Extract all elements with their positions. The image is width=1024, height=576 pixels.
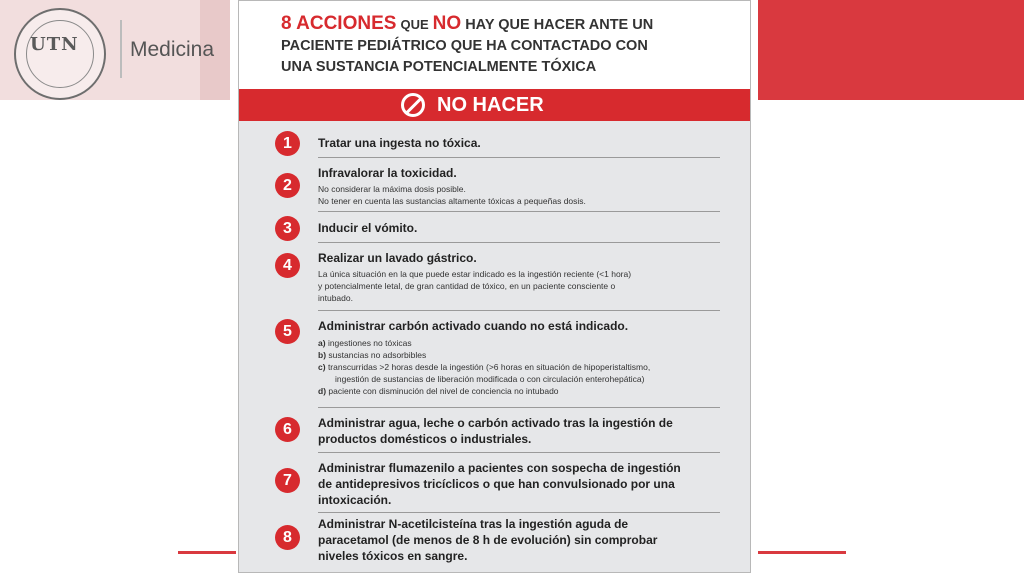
item-separator bbox=[318, 512, 720, 513]
no-hacer-banner bbox=[239, 89, 750, 121]
item-number-8: 8 bbox=[275, 525, 300, 550]
item-4-detail-3: intubado. bbox=[318, 293, 353, 303]
item-title-2: Infravalorar la toxicidad. bbox=[318, 166, 457, 180]
point-b-text: sustancias no adsorbibles bbox=[328, 350, 427, 360]
item-separator bbox=[318, 211, 720, 212]
item-title-8-line-1: Administrar N-acetilcisteína tras la ingestión aguda de bbox=[318, 517, 629, 531]
point-a-text: ingestiones no tóxicas bbox=[327, 338, 412, 348]
point-b-label: b) bbox=[318, 350, 327, 360]
item-title-4: Realizar un lavado gástrico. bbox=[318, 251, 477, 265]
item-title-5: Administrar carbón activado cuando no está indicado. bbox=[318, 319, 629, 333]
item-title-1: Tratar una ingesta no tóxica. bbox=[318, 136, 481, 150]
infographic-title bbox=[281, 13, 721, 78]
item-5-point-a bbox=[318, 337, 738, 349]
title-line-2: PACIENTE PEDIÁTRICO QUE HA CONTACTADO CON bbox=[281, 38, 648, 54]
logo-divider bbox=[120, 20, 122, 78]
title-line-3: UNA SUSTANCIA POTENCIALMENTE TÓXICA bbox=[281, 59, 597, 75]
footer-line-left bbox=[178, 551, 236, 554]
item-separator bbox=[318, 452, 720, 453]
item-number-1: 1 bbox=[275, 131, 300, 156]
item-2-detail-1: No considerar la máxima dosis posible. bbox=[318, 184, 466, 194]
title-rest: HAY QUE HACER ANTE UN bbox=[465, 17, 654, 33]
item-number-6: 6 bbox=[275, 417, 300, 442]
footer-line-right bbox=[758, 551, 846, 554]
item-2-detail-2: No tener en cuenta las sustancias altamente tóxicas a pequeñas dosis. bbox=[318, 196, 586, 206]
item-separator bbox=[318, 157, 720, 158]
seal-utn-text: UTN bbox=[30, 34, 79, 55]
item-title-8-line-2: paracetamol (de menos de 8 h de evolución) sin comprobar bbox=[318, 533, 658, 547]
point-a-label: a) bbox=[318, 338, 326, 348]
item-title-3: Inducir el vómito. bbox=[318, 221, 418, 235]
item-5-point-b bbox=[318, 349, 738, 361]
item-number-4: 4 bbox=[275, 253, 300, 278]
item-number-5: 5 bbox=[275, 319, 300, 344]
point-c-text-1: transcurridas >2 horas desde la ingestión (>6 horas en situación de hipoperistaltismo, bbox=[327, 362, 651, 372]
item-title-7-line-1: Administrar flumazenilo a pacientes con sospecha de ingestión bbox=[318, 461, 681, 475]
point-d-text: paciente con disminución del nivel de conciencia no intubado bbox=[328, 386, 559, 396]
university-seal-logo bbox=[14, 8, 106, 100]
title-line-1 bbox=[281, 13, 721, 36]
item-5-point-d bbox=[318, 385, 738, 397]
item-title-7-line-2: de antidepresivos tricíclicos o que han convulsionado por una bbox=[318, 477, 675, 491]
header-right-bar bbox=[758, 0, 1024, 100]
item-number-3: 3 bbox=[275, 216, 300, 241]
item-5-point-c-cont: ingestión de sustancias de liberación modificada o con circulación enterohepática) bbox=[335, 374, 645, 384]
department-label: Medicina bbox=[130, 38, 215, 61]
title-no: NO bbox=[432, 13, 462, 34]
item-separator bbox=[318, 407, 720, 408]
item-title-8-line-3: niveles tóxicos en sangre. bbox=[318, 549, 468, 563]
item-title-6-line-1: Administrar agua, leche o carbón activado tras la ingestión de bbox=[318, 416, 673, 430]
title-count: 8 ACCIONES bbox=[281, 13, 397, 34]
title-que: QUE bbox=[400, 17, 429, 32]
item-number-2: 2 bbox=[275, 173, 300, 198]
item-number-7: 7 bbox=[275, 468, 300, 493]
item-separator bbox=[318, 242, 720, 243]
prohibited-icon bbox=[401, 93, 425, 117]
item-5-point-c bbox=[318, 361, 738, 373]
item-4-detail-2: y potencialmente letal, de gran cantidad de tóxico, en un paciente consciente o bbox=[318, 281, 616, 291]
infographic-card bbox=[238, 0, 751, 573]
point-d-label: d) bbox=[318, 386, 327, 396]
item-title-6-line-2: productos domésticos o industriales. bbox=[318, 432, 532, 446]
item-title-7-line-3: intoxicación. bbox=[318, 493, 392, 507]
item-4-detail-1: La única situación en la que puede estar indicado es la ingestión reciente (<1 hora) bbox=[318, 269, 632, 279]
banner-label: NO HACER bbox=[437, 94, 544, 116]
point-c-label: c) bbox=[318, 362, 326, 372]
item-separator bbox=[318, 310, 720, 311]
